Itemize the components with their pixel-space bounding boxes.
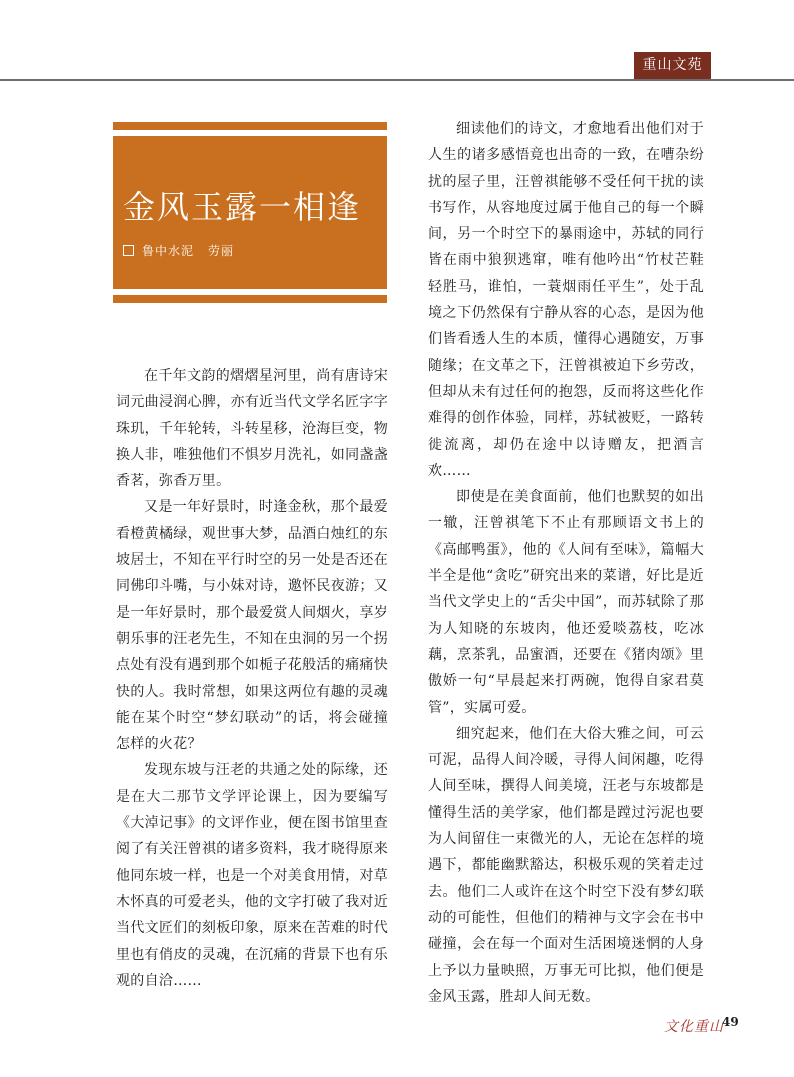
paragraph: 即使是在美食面前，他们也默契的如出一辙，汪曾祺笔下不止有那顾语文书上的《高邮鸭蛋》，他的《人间有至味》，篇幅大半全是他“贪吃”研究出来的菜谱，好比是近当代文学史上的“舌尖中国”，而苏轼除了那为人知晓的东坡肉，他还爱啖荔枝，吃冰藕，烹茶乳，品蜜酒，还要在《猪肉颂》里傲娇一句“早晨起来打两碗，饱得自家君莫管”，实属可爱。 (428, 489, 704, 716)
right-column (428, 116, 704, 1010)
byline (123, 242, 234, 259)
page-number: 49 (722, 1015, 739, 1029)
square-bullet-icon (123, 245, 134, 256)
left-column (116, 363, 388, 994)
paragraph: 细读他们的诗文，才愈地看出他们对于人生的诸多感悟竟也出奇的一致，在嘈杂纷扰的屋子里，汪曾祺能够不受任何干扰的读书写作，从容地度过属于他自己的每一个瞬间，另一个时空下的暴雨途中，苏轼的同行皆在雨中狼狈逃窜，唯有他吟出“竹杖芒鞋轻胜马，谁怕，一蓑烟雨任平生”，处于乱境之下仍然保有宁静从容的心态，是因为他们皆看透人生的本质，懂得心遇随安，万事随缘；在文革之下，汪曾祺被迫下乡劳改，但却从未有过任何的抱怨，反而将这些化作难得的创作体验，同样，苏轼被贬，一路转徙流离，却仍在途中以诗赠友，把酒言欢…… (428, 121, 704, 479)
paragraph: 细究起来，他们在大俗大雅之间，可云可泥，品得人间冷暖，寻得人间闲趣，吃得人间至味，撰得人间美境，汪老与东坡都是懂得生活的美学家，他们都是蹚过污泥也要为人间留住一束微光的人，无论在怎样的境遇下，都能幽默豁达，积极乐观的笑着走过去。他们二人或许在这个时空下没有梦幻联动的可能性，但他们的精神与文字会在书中碰撞，会在每一个面对生活困境迷惘的人身上予以力量映照，万事无可比拟，他们便是金风玉露，胜却人间无数。 (428, 725, 704, 1005)
paragraph: 又是一年好景时，时逢金秋，那个最爱看橙黄橘绿，观世事大梦，品酒白烛红的东坡居士，不知在平行时空的另一处是否还在同佛印斗嘴，与小妹对诗，邀怀民夜游；又是一年好景时，那个最爱赏人间烟火，享岁朝乐事的汪老先生，不知在虫洞的另一个拐点处有没有遇到那个如栀子花般活的痛痛快快的人。我时常想，如果这两位有趣的灵魂能在某个时空“梦幻联动”的话，将会碰撞怎样的火花？ (116, 499, 388, 753)
title-block (113, 122, 387, 303)
article-title: 金风玉露一相逢 (123, 188, 362, 226)
title-top-bar (113, 122, 387, 130)
header-rule (0, 79, 794, 81)
title-bottom-bar (113, 295, 387, 303)
title-panel (113, 136, 387, 289)
magazine-logo: 文化重山 (664, 1019, 724, 1035)
byline-school: 鲁中水泥 (142, 244, 195, 258)
section-label: 重山文苑 (634, 52, 711, 79)
byline-author: 劳丽 (208, 244, 235, 258)
paragraph: 发现东坡与汪老的共通之处的际缘，还是在大二那节文学评论课上，因为要编写《大淖记事》的文评作业，便在图书馆里查阅了有关汪曾祺的诸多资料，我才晓得原来他同东坡一样，也是一个对美食用情，对草木怀真的可爱老头，他的文字打破了我对近当代文匠们的刻板印象，原来在苦难的时代里也有俏皮的灵魂，在沉痛的背景下也有乐观的自洽…… (116, 762, 388, 989)
paragraph: 在千年文韵的熠熠星河里，尚有唐诗宋词元曲浸润心脾，亦有近当代文学名匠字字珠玑，千年轮转，斗转星移，沧海巨变，物换人非，唯独他们不惧岁月洗礼，如同盏盏香茗，弥香万里。 (116, 368, 388, 490)
